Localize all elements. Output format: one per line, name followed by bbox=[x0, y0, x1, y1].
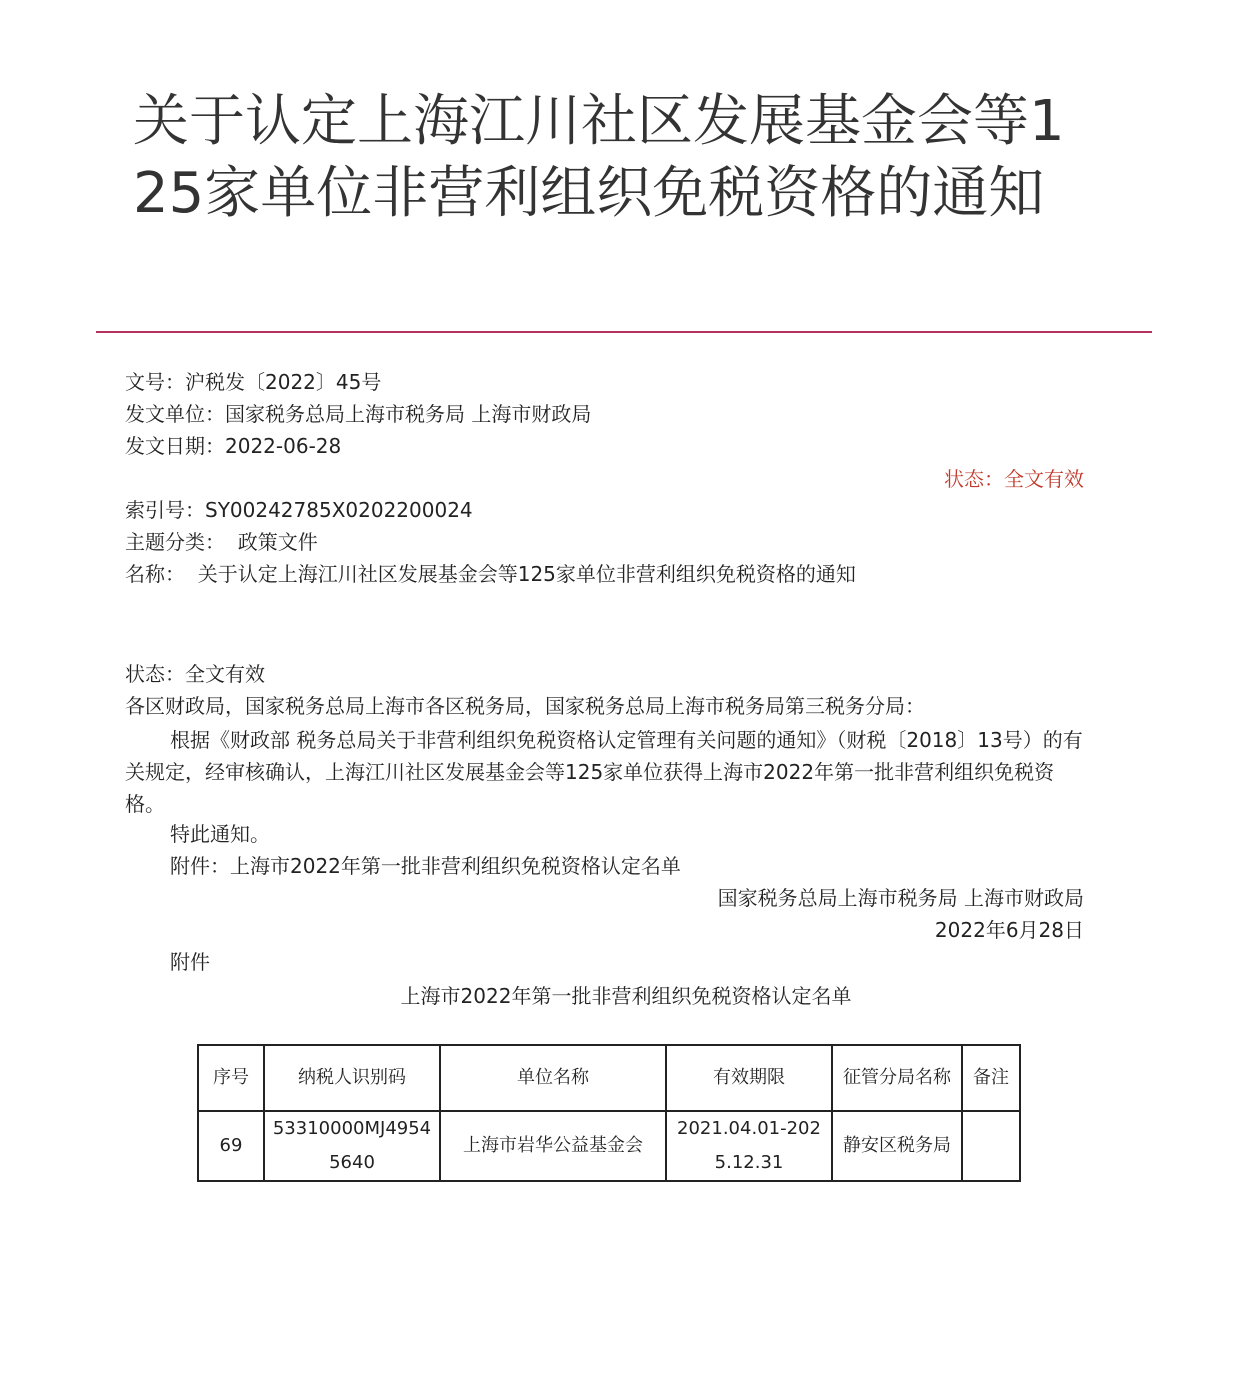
body-paragraph: 根据《财政部 税务总局关于非营利组织免税资格认定管理有关问题的通知》（财税〔2018〕13号）的有关规定，经审核确认，上海江川社区发展基金会等125家单位获得上海市2022年第一批非营利组织免税资格。 bbox=[125, 728, 1083, 816]
attachment-reference: 附件：上海市2022年第一批非营利组织免税资格认定名单 bbox=[170, 854, 681, 878]
cell-tax-id: 53310000MJ49545640 bbox=[264, 1111, 440, 1181]
table-title: 上海市2022年第一批非营利组织免税资格认定名单 bbox=[400, 984, 852, 1008]
cell-unit-name: 上海市岩华公益基金会 bbox=[440, 1111, 666, 1181]
issuer: 发文单位：国家税务总局上海市税务局 上海市财政局 bbox=[125, 402, 592, 426]
cell-remark bbox=[962, 1111, 1020, 1181]
header-remark: 备注 bbox=[962, 1045, 1020, 1111]
cell-validity: 2021.04.01-2025.12.31 bbox=[666, 1111, 832, 1181]
title-divider bbox=[96, 331, 1152, 333]
header-unit-name: 单位名称 bbox=[440, 1045, 666, 1111]
certification-table bbox=[197, 1044, 1021, 1182]
signature-date: 2022年6月28日 bbox=[934, 918, 1084, 942]
signature: 国家税务总局上海市税务局 上海市财政局 bbox=[717, 886, 1084, 910]
doc-number: 文号：沪税发〔2022〕45号 bbox=[125, 370, 382, 394]
document-title: 关于认定上海江川社区发展基金会等125家单位非营利组织免税资格的通知 bbox=[133, 89, 1065, 226]
topic-category: 主题分类： 政策文件 bbox=[125, 530, 318, 554]
header-serial: 序号 bbox=[198, 1045, 264, 1111]
header-validity: 有效期限 bbox=[666, 1045, 832, 1111]
header-tax-id: 纳税人识别码 bbox=[264, 1045, 440, 1111]
header-tax-bureau: 征管分局名称 bbox=[832, 1045, 962, 1111]
notice-closing: 特此通知。 bbox=[170, 822, 270, 846]
index-number: 索引号：SY00242785X0202200024 bbox=[125, 498, 473, 522]
cell-serial: 69 bbox=[198, 1111, 264, 1181]
document-name: 名称： 关于认定上海江川社区发展基金会等125家单位非营利组织免税资格的通知 bbox=[125, 562, 856, 586]
salutation: 各区财政局，国家税务总局上海市各区税务局，国家税务总局上海市税务局第三税务分局： bbox=[125, 694, 925, 718]
issue-date: 发文日期：2022-06-28 bbox=[125, 434, 342, 458]
table-row bbox=[198, 1111, 1020, 1181]
status-badge: 状态：全文有效 bbox=[944, 467, 1084, 491]
table-header-row bbox=[198, 1045, 1020, 1111]
attachment-label: 附件 bbox=[170, 950, 210, 974]
cell-tax-bureau: 静安区税务局 bbox=[832, 1111, 962, 1181]
body-status: 状态：全文有效 bbox=[125, 662, 265, 686]
